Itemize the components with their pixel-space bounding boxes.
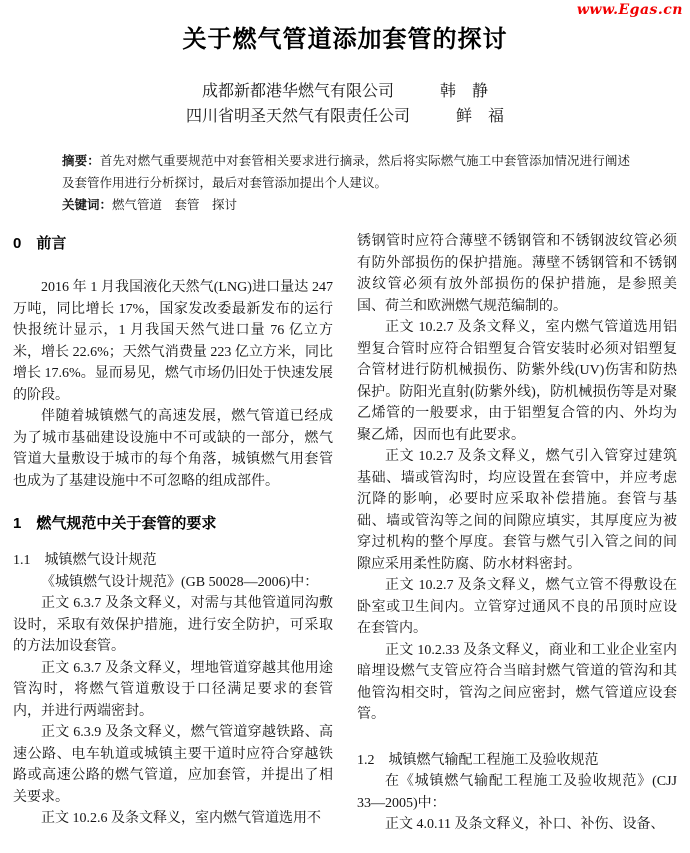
two-column-body (13, 231, 677, 836)
site-watermark: www.Egas.cn (576, 2, 683, 18)
paragraph: 正文 6.3.7 及条文释义，对需与其他管道同沟敷设时，采取有效保护措施，进行安全防护，可采取的方法加设套管。 (13, 596, 333, 654)
paragraph: 正文 6.3.7 及条文释义，埋地管道穿越其他用途管沟时，将燃气管道敷设于口径满足要求的套管内，并进行两端密封。 (13, 660, 333, 719)
paragraph: 正文 10.2.33 及条文释义，商业和工业企业室内暗埋设燃气支管应符合当暗封燃气管道的管沟和其他管沟相交时，管沟之间应密封，燃气管道应设套管。 (357, 642, 677, 722)
paragraph: 《城镇燃气设计规范》(GB 50028—2006)中： (41, 574, 319, 590)
section-0-heading: 0 前言 (13, 235, 67, 252)
abstract-paragraph (62, 150, 630, 194)
abstract-text: 首先对燃气重要规范中对套管相关要求进行摘录，然后将实际燃气施工中套管添加情况进行阐述及套管作用进行分析探讨，最后对套管添加提出个人建议。 (62, 154, 630, 190)
author-affiliation: 成都新都港华燃气有限公司 (201, 83, 394, 100)
paragraph: 2016 年 1 月我国液化天然气(LNG)进口量达 247 万吨，同比增长 17%，国家发改委最新发布的运行快报统计显示，1 月我国天然气进口量 76 亿立方米，增长 22.6%；天然气消费量 223 亿立方米，同比增长 17.6%。显而易见，燃气市场仍旧处于快速发展的阶段。 (13, 280, 333, 403)
paragraph: 正文 10.2.7 及条文释义，燃气引入管穿过建筑基础、墙或管沟时，均应设置在套管中，并应考虑沉降的影响，必要时应采取补偿措施。套管与基础、墙或管沟等之间的间隙应填实，其厚度应为被穿过机构的整个厚度。套管与燃气引入管之间的间隙应采用柔性防腐、防水材料密封。 (357, 449, 677, 572)
author-row (0, 79, 690, 104)
left-column (13, 231, 333, 836)
section-1-heading: 1 燃气规范中关于套管的要求 (13, 515, 217, 532)
author-affiliation: 四川省明圣天然气有限责任公司 (185, 108, 410, 125)
paragraph: 正文 10.2.6 及条文释义，室内燃气管道选用不 (41, 811, 321, 826)
author-name: 韩 静 (440, 83, 489, 100)
paragraph: 正文 10.2.7 及条文释义，燃气立管不得敷设在卧室或卫生间内。立管穿过通风不良的吊顶时应设在套管内。 (357, 578, 677, 636)
author-name: 鲜 福 (456, 108, 505, 125)
paragraph: 在《城镇燃气输配工程施工及验收规范》(CJJ 33—2005)中： (357, 774, 677, 811)
keywords-line (62, 194, 630, 216)
keywords-label: 关键词： (62, 198, 113, 212)
paper-title: 关于燃气管道添加套管的探讨 (182, 26, 508, 53)
keywords-text: 燃气管道 套管 探讨 (112, 198, 238, 212)
subsection-1-2-heading: 1.2 城镇燃气输配工程施工及验收规范 (357, 752, 599, 768)
paragraph: 正文 6.3.9 及条文释义，燃气管道穿越铁路、高速公路、电车轨道或城镇主要干道时应符合穿越铁路或高速公路的燃气管道，应加套管，并提出了相关要求。 (13, 725, 333, 805)
paragraph: 伴随着城镇燃气的高速发展，燃气管道已经成为了城市基础建设设施中不可或缺的一部分，燃气管道大量敷设于城市的每个角落，城镇燃气用套管也成为了基建设施中不可忽略的组成部件。 (13, 409, 333, 489)
author-row (0, 104, 690, 129)
paragraph: 正文 10.2.7 及条文释义，室内燃气管道选用铝塑复合管时应符合铝塑复合管安装时必须对铝塑复合管材进行防机械损伤、防紫外线(UV)伤害和防热保护。防阳光直射(防紫外线)，防机械损伤等是对聚乙烯管的一般要求，由于铝塑复合管的内、外均为聚乙烯，因而也有此要求。 (357, 320, 677, 443)
paragraph: 正文 4.0.11 及条文释义，补口、补伤、设备、 (385, 817, 665, 832)
right-column (357, 231, 677, 836)
abstract-block (62, 150, 630, 216)
authors-block (0, 79, 690, 129)
abstract-label: 摘要： (62, 154, 100, 168)
paragraph-continuation: 锈钢管时应符合薄壁不锈钢管和不锈钢波纹管必须有防外部损伤的保护措施。薄壁不锈钢管和不锈钢波纹管必须有放外部损伤的保护措施，是参照美国、荷兰和欧洲燃气规范编制的。 (357, 234, 677, 314)
subsection-1-1-heading: 1.1 城镇燃气设计规范 (13, 553, 157, 568)
